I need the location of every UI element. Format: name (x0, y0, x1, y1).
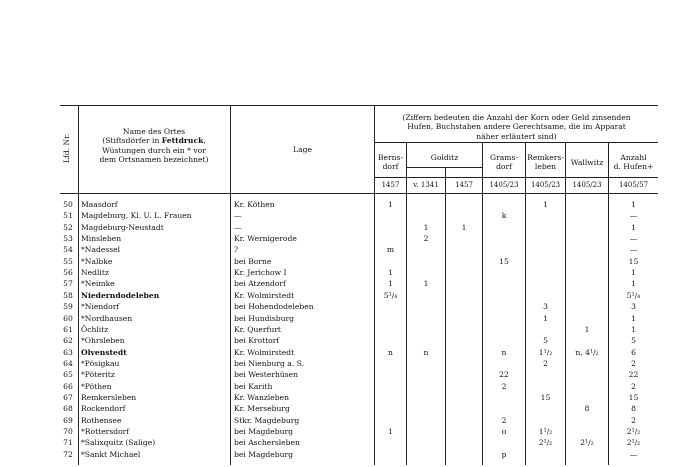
col-header-gramsdorf (483, 153, 525, 172)
year-label: 1405/23 (530, 181, 561, 189)
row-number: 64 (63, 358, 73, 368)
row-number: 72 (63, 449, 73, 459)
value-cell: 5 (543, 336, 548, 346)
place-location: Kr. Merseburg (234, 404, 290, 414)
row-number: 50 (63, 200, 73, 209)
header-bottom-rule (60, 193, 658, 194)
value-cell: 2 (423, 234, 429, 244)
row-number: 67 (63, 392, 73, 402)
row-number: 66 (63, 381, 73, 391)
row-number: 57 (63, 279, 73, 289)
top-rule (60, 105, 658, 106)
place-name: Magdeburg-Neustadt (81, 222, 164, 232)
year-label: v. 1341 (413, 181, 439, 189)
value-cell: 5 (631, 336, 636, 346)
row-number: 52 (63, 222, 73, 232)
value-cell: 1 (631, 279, 636, 289)
place-location: Kr. Wolmirstedt (234, 347, 295, 357)
place-location: Kr. Wolmirstedt (234, 290, 295, 300)
value-cell: 1 (388, 268, 393, 278)
col-header-golditz: Golditz (430, 153, 459, 162)
value-cell: 2 (501, 381, 507, 391)
place-name: Magdeburg, Kl. U. L. Frauen (81, 211, 192, 221)
value-cell: 1 (631, 200, 636, 209)
place-name: Minsleben (81, 234, 122, 244)
year-label: 1405/23 (572, 181, 602, 189)
value-cell: 15 (628, 392, 639, 402)
place-name: Öchlitz (81, 324, 109, 334)
col-divider (406, 142, 407, 465)
place-location: bei Magdeburg (234, 427, 293, 436)
value-cell: 8 (631, 404, 636, 414)
place-location: Kr. Wanzleben (234, 392, 290, 402)
col-header-bernsdorf (375, 153, 406, 172)
place-location: bei Krottorf (234, 336, 280, 346)
value-cell: 2¹/₂ (626, 438, 641, 448)
row-number: 65 (63, 370, 73, 380)
place-name: *Rottersdorf (81, 427, 130, 436)
place-name: *Nalbke (81, 256, 113, 266)
golditz-rule (406, 167, 482, 168)
col-divider (230, 105, 231, 465)
row-number: 68 (63, 404, 73, 414)
value-cell: 1 (543, 200, 548, 209)
place-location: bei Hohendodeleben (234, 302, 314, 312)
col-header-line: d. Hufen+ (613, 162, 654, 172)
value-cell: 2¹/₂ (538, 438, 553, 448)
row-number: 62 (63, 336, 73, 346)
lage-header: Lage (293, 145, 312, 154)
value-cell: n, 4¹/₂ (575, 347, 599, 357)
value-cell: 1 (631, 324, 636, 334)
value-cell: 2 (501, 415, 507, 425)
value-cell: 6 (631, 347, 636, 357)
value-cell: 2¹/₂ (626, 427, 641, 436)
place-name: *Pöteritz (81, 370, 115, 380)
value-cell: 2 (631, 415, 636, 425)
value-cell: 8 (584, 404, 590, 414)
row-number: 63 (63, 347, 73, 357)
value-cell: — (629, 449, 638, 459)
value-cell: 1¹/₂ (538, 427, 553, 436)
value-cell: — (629, 234, 638, 244)
value-cell: — (629, 211, 638, 221)
value-cell: 3 (543, 302, 548, 312)
place-location: bei Karith (234, 381, 273, 391)
place-name: *Pösigkau (81, 358, 120, 368)
name-header (79, 127, 229, 164)
place-name: Olvenstedt (81, 347, 127, 357)
value-cell: 5¹/₄ (626, 290, 641, 300)
value-cell: 1 (543, 313, 548, 323)
place-name: Nedlitz (81, 268, 109, 278)
name-header-line: dem Ortsnamen bezeichnet) (99, 154, 209, 164)
col-header-line: Grams- (490, 153, 518, 162)
value-cell: n (388, 347, 393, 357)
value-cell: 2¹/₂ (580, 438, 594, 448)
row-number: 69 (63, 415, 73, 425)
year-label: 1405/57 (618, 181, 649, 189)
value-cell: n (501, 347, 507, 357)
place-location: bei Atzendorf (234, 279, 286, 289)
note-rule (374, 142, 658, 143)
note-line: (Ziffern bedeuten die Anzahl der Korn oder Geld zinsenden (402, 113, 631, 122)
value-cell: — (629, 245, 638, 255)
place-location: bei Nienburg a. S. (234, 358, 305, 368)
lfd-nr-header: Lfd. Nr. (62, 133, 71, 163)
row-number: 56 (63, 268, 73, 278)
place-name: *Sankt Michael (81, 449, 141, 459)
value-cell: 15 (628, 256, 639, 266)
place-name: *Pöthen (81, 381, 112, 391)
row-number: 70 (63, 427, 73, 436)
value-cell: 1 (388, 279, 393, 289)
place-location: — (234, 211, 242, 221)
value-cell: 1 (423, 279, 429, 289)
value-cell: 15 (499, 256, 509, 266)
col-header-line: Berns- (377, 153, 404, 162)
value-cell: m (386, 245, 395, 255)
value-cell: k (501, 211, 507, 221)
place-name: *Ohrsleben (81, 336, 125, 346)
value-cell: 5¹/₄ (383, 290, 398, 300)
subheader-rule (374, 177, 658, 178)
row-number: 55 (63, 256, 73, 266)
place-location: bei Westerhüsen (234, 370, 299, 380)
note-header (375, 113, 658, 141)
place-location: — (234, 222, 242, 232)
place-name: *Niendorf (81, 302, 120, 312)
place-location: bei Hundisburg (234, 313, 295, 323)
value-cell: n (423, 347, 429, 357)
note-line: Hufen, Buchstaben andere Gerechtsame, die im Apparat (407, 122, 626, 132)
year-label: 1457 (381, 181, 400, 189)
place-name: Niederndodeleben (81, 290, 160, 300)
value-cell: 1 (631, 222, 636, 232)
col-header-wallwitz: Wallwitz (570, 158, 604, 167)
row-number: 54 (63, 245, 73, 255)
year-label: 1457 (455, 181, 473, 189)
data-table (60, 105, 658, 465)
col-header-line: Remkers- (527, 153, 564, 162)
value-cell: 2 (543, 358, 548, 368)
value-cell: p (501, 449, 507, 459)
value-cell: 1 (423, 222, 429, 232)
name-header-line: (Stiftsdörfer in Fettdruck, (102, 136, 206, 146)
place-location: ? (234, 245, 239, 255)
col-header-line: dorf (382, 162, 399, 172)
value-cell: 2 (631, 358, 636, 368)
fettdruck-word: Fettdruck (161, 136, 204, 146)
place-name: Rothensee (81, 415, 122, 425)
row-number: 53 (63, 234, 73, 244)
place-name: *Nordhausen (81, 313, 133, 323)
name-header-line: Wüstungen durch ein * vor (102, 145, 206, 155)
row-number: 58 (63, 290, 73, 300)
note-line: näher erläutert sind) (476, 131, 557, 141)
row-number: 71 (63, 438, 73, 448)
place-location: Stkr. Magdeburg (234, 415, 300, 425)
place-location: Kr. Wernigerode (234, 234, 297, 244)
row-number: 60 (63, 313, 73, 323)
place-name: *Neimke (81, 279, 115, 289)
value-cell: 1 (584, 324, 590, 334)
name-header-line: Name des Ortes (122, 127, 186, 136)
value-cell: 1¹/₂ (538, 347, 553, 357)
place-location: Kr. Jerichow I (234, 268, 287, 278)
place-name: *Salixquitz (Salige) (81, 438, 156, 448)
place-name: Remkersleben (81, 392, 137, 402)
value-cell: o (501, 427, 507, 436)
year-label: 1405/23 (489, 181, 519, 189)
col-header-anzahl (609, 153, 658, 172)
value-cell: 15 (540, 392, 551, 402)
value-cell: 1 (388, 427, 393, 436)
place-location: bei Magdeburg (234, 449, 293, 459)
row-number: 59 (63, 302, 73, 312)
place-name: Maasdorf (81, 200, 118, 209)
place-location: bei Borne (234, 256, 272, 266)
col-divider (565, 142, 566, 465)
place-name: Rockendorf (81, 404, 126, 414)
col-divider (445, 167, 446, 465)
row-number: 51 (63, 211, 73, 221)
value-cell: 1 (388, 200, 393, 209)
col-header-line: Anzahl (620, 153, 647, 162)
value-cell: 1 (461, 222, 467, 232)
place-location: Kr. Köthen (234, 200, 275, 209)
value-cell: 1 (631, 313, 636, 323)
place-name: *Nadessel (81, 245, 121, 255)
value-cell: 22 (628, 370, 639, 380)
value-cell: 1 (631, 268, 636, 278)
col-header-remkersleben (526, 153, 565, 172)
value-cell: 2 (631, 381, 636, 391)
value-cell: 22 (499, 370, 509, 380)
col-header-line: leben (534, 162, 557, 172)
col-header-line: dorf (496, 162, 512, 172)
row-number: 61 (63, 324, 73, 334)
place-location: Kr. Querfurt (234, 324, 281, 334)
place-location: bei Aschersleben (234, 438, 300, 448)
value-cell: 3 (631, 302, 636, 312)
